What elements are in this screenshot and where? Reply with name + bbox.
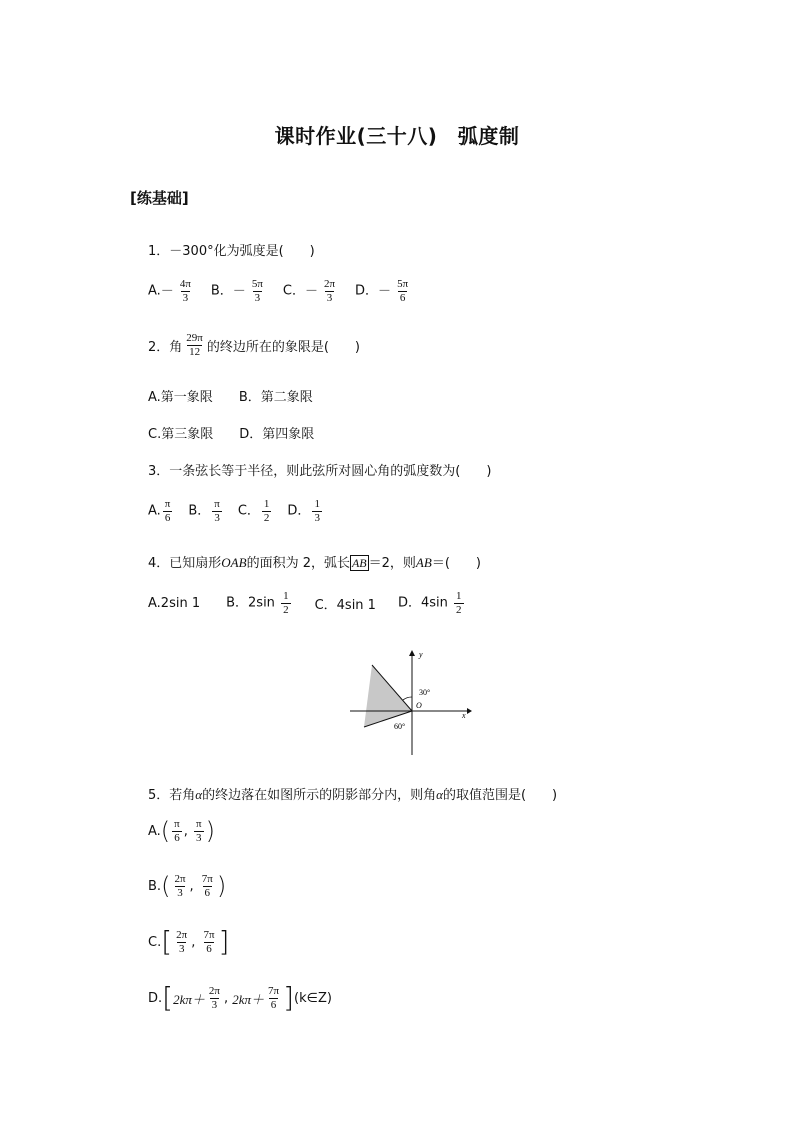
q3-option-b[interactable]: B． $\frac{\pi}{3}$: [188, 498, 220, 524]
y-axis-label: y: [419, 650, 423, 659]
section-heading: [练基础]: [130, 189, 189, 207]
q3-option-d[interactable]: D． $\frac{1}{3}$: [287, 498, 320, 524]
arc-30-mark: [403, 697, 412, 700]
question-5-stem: 5．若角α的终边落在如图所示的阴影部分内，则角α的取值范围是( ): [148, 787, 558, 803]
q3-option-c[interactable]: C． $\frac{1}{2}$: [237, 498, 270, 524]
x-axis-arrow-icon: [467, 708, 472, 714]
x-axis-label: x: [462, 711, 466, 720]
page-title: 课时作业(三十八) 弧度制: [274, 124, 520, 148]
question-2-options-row1: [148, 386, 313, 405]
q4-option-a[interactable]: A.2sin 1: [148, 595, 201, 611]
q1-option-d[interactable]: D．－ $\frac{5\pi}{6}$: [355, 278, 409, 304]
question-1-stem: 1．－300°化为弧度是( ): [148, 244, 315, 259]
q2-option-a[interactable]: A.第一象限: [148, 390, 213, 405]
q1-option-a[interactable]: A.－ $\frac{4\pi}{3}$: [148, 278, 191, 304]
question-3-options: [148, 498, 324, 524]
question-4-stem: 4．已知扇形OAB的面积为 2，弧长 AB ＝2，则AB＝( ): [148, 555, 481, 571]
question-3-stem: 3．一条弦长等于半径，则此弦所对圆心角的弧度数为( ): [148, 464, 492, 479]
q3-option-a[interactable]: A. $\frac{\pi}{6}$: [148, 498, 171, 524]
q4-option-d[interactable]: D．4sin $\frac{1}{2}$: [397, 590, 462, 616]
question-2-stem: 2．角 $\frac{29\pi}{12}$ 的终边所在的象限是( ): [148, 332, 360, 358]
q2-option-c[interactable]: C.第三象限: [148, 427, 214, 442]
q5-option-b[interactable]: B. ( $\frac{2\pi}{3}$ , $\frac{7\pi}{6}$ ): [148, 872, 227, 901]
q2-option-d[interactable]: D．第四象限: [239, 427, 315, 442]
q1-option-b[interactable]: B．－ $\frac{5\pi}{3}$: [210, 278, 263, 304]
question-4-options: [148, 590, 466, 616]
q5-option-a[interactable]: A. ( $\frac{\pi}{6}$ , $\frac{\pi}{3}$ ): [148, 817, 215, 846]
question-1-options: [148, 278, 412, 304]
q5-option-c[interactable]: C. [ $\frac{2\pi}{3}$ , $\frac{7\pi}{6}$ ]: [148, 925, 230, 958]
angle-30-label: 30°: [419, 688, 431, 697]
q4-option-c[interactable]: C．4sin 1: [314, 597, 376, 613]
q1-option-c[interactable]: C．－ $\frac{2\pi}{3}$: [282, 278, 336, 304]
shaded-region: [364, 665, 412, 727]
q5-option-d[interactable]: D. [ 2kπ＋ $\frac{2\pi}{3}$ , 2kπ＋ $\frac{7\pi}{6}$ ] (k∈Z): [148, 981, 332, 1014]
q4-option-b[interactable]: B．2sin $\frac{1}{2}$: [226, 590, 289, 616]
y-axis-arrow-icon: [409, 650, 415, 656]
question-2-options-row2: [148, 423, 314, 442]
arc-ab: AB: [351, 556, 367, 570]
angle-60-label: 60°: [394, 722, 406, 731]
q2-option-b[interactable]: B．第二象限: [238, 390, 313, 405]
angle-diagram: [340, 645, 480, 760]
origin-label: O: [416, 701, 422, 710]
